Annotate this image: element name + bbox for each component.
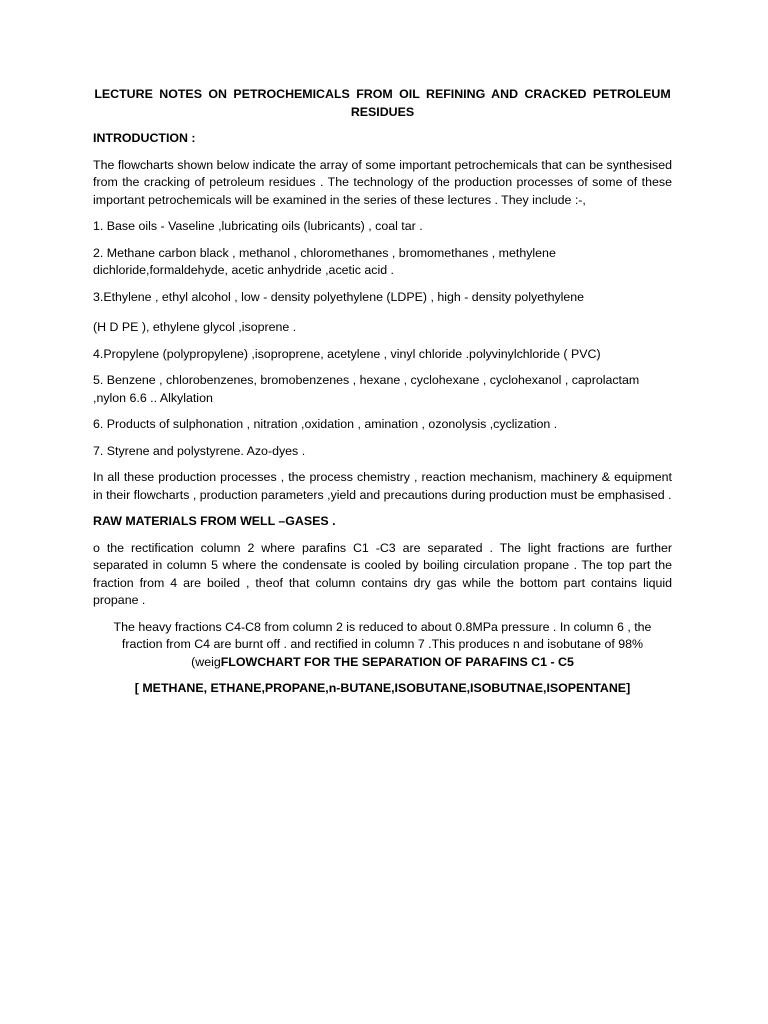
heavy-fractions-paragraph bbox=[93, 619, 672, 672]
flowchart-heading: FLOWCHART FOR THE SEPARATION OF PARAFINS C1 - C5 bbox=[220, 654, 574, 669]
introduction-paragraph: The flowcharts shown below indicate the array of some important petrochemicals that can be synthesised from the cracking of petroleum residues . The technology of the production processes of some of these important petrochemicals will be examined in the series of these lectures . They include :-, bbox=[93, 157, 672, 207]
list-item-ethylene: 3.Ethylene , ethyl alcohol , low - density polyethylene (LDPE) , high - density polyethylene bbox=[93, 289, 585, 304]
list-item-ethylene-continued: (H D PE ), ethylene glycol ,isoprene . bbox=[93, 320, 297, 334]
document-page bbox=[93, 86, 672, 707]
list-item-propylene: 4.Propylene (polypropylene) ,isoproprene, acetylene , vinyl chloride .polyvinylchloride ( PVC) bbox=[93, 346, 601, 361]
list-item-benzene: 5. Benzene , chlorobenzenes, bromobenzenes , hexane , cyclohexane , cyclohexanol , caprolactam ,nylon 6.6 .. Alkylation bbox=[93, 373, 640, 405]
rectification-paragraph: o the rectification column 2 where parafins C1 -C3 are separated . The light fractions are further separated in column 5 where the condensate is cooled by boiling circulation propane . The top part the fraction from 4 are boiled , theof that column contains dry gas while the bottom part contains liquid propane . bbox=[93, 540, 672, 607]
raw-materials-heading: RAW MATERIALS FROM WELL –GASES . bbox=[93, 514, 336, 528]
emphasis-paragraph: In all these production processes , the process chemistry , reaction mechanism, machinery & equipment in their flowcharts , production parameters ,yield and precautions during production must be emphasised . bbox=[93, 470, 672, 502]
list-item-base-oils: 1. Base oils - Vaseline ,lubricating oils (lubricants) , coal tar . bbox=[93, 219, 423, 233]
list-item-methane: 2. Methane carbon black , methanol , chloromethanes , bromomethanes , methylene dichloride,formaldehyde, acetic anhydride ,acetic acid . bbox=[93, 245, 556, 277]
introduction-heading: INTRODUCTION : bbox=[93, 131, 196, 145]
document-title: LECTURE NOTES ON PETROCHEMICALS FROM OIL REFINING AND CRACKED PETROLEUM RESIDUES bbox=[94, 87, 671, 119]
heavy-fractions-text: The heavy fractions C4-C8 from column 2 is reduced to about 0.8MPa pressure . In column 6 , the fraction from C4 are burnt off . and rectified in column 7 .This produces n and isobutane of 98% (weig bbox=[113, 619, 652, 669]
list-item-styrene: 7. Styrene and polystyrene. Azo-dyes . bbox=[93, 443, 306, 458]
flowchart-subtitle: [ METHANE, ETHANE,PROPANE,n-BUTANE,ISOBUTANE,ISOBUTNAE,ISOPENTANE] bbox=[134, 681, 631, 695]
list-item-products: 6. Products of sulphonation , nitration ,oxidation , amination , ozonolysis ,cyclization . bbox=[93, 417, 558, 431]
